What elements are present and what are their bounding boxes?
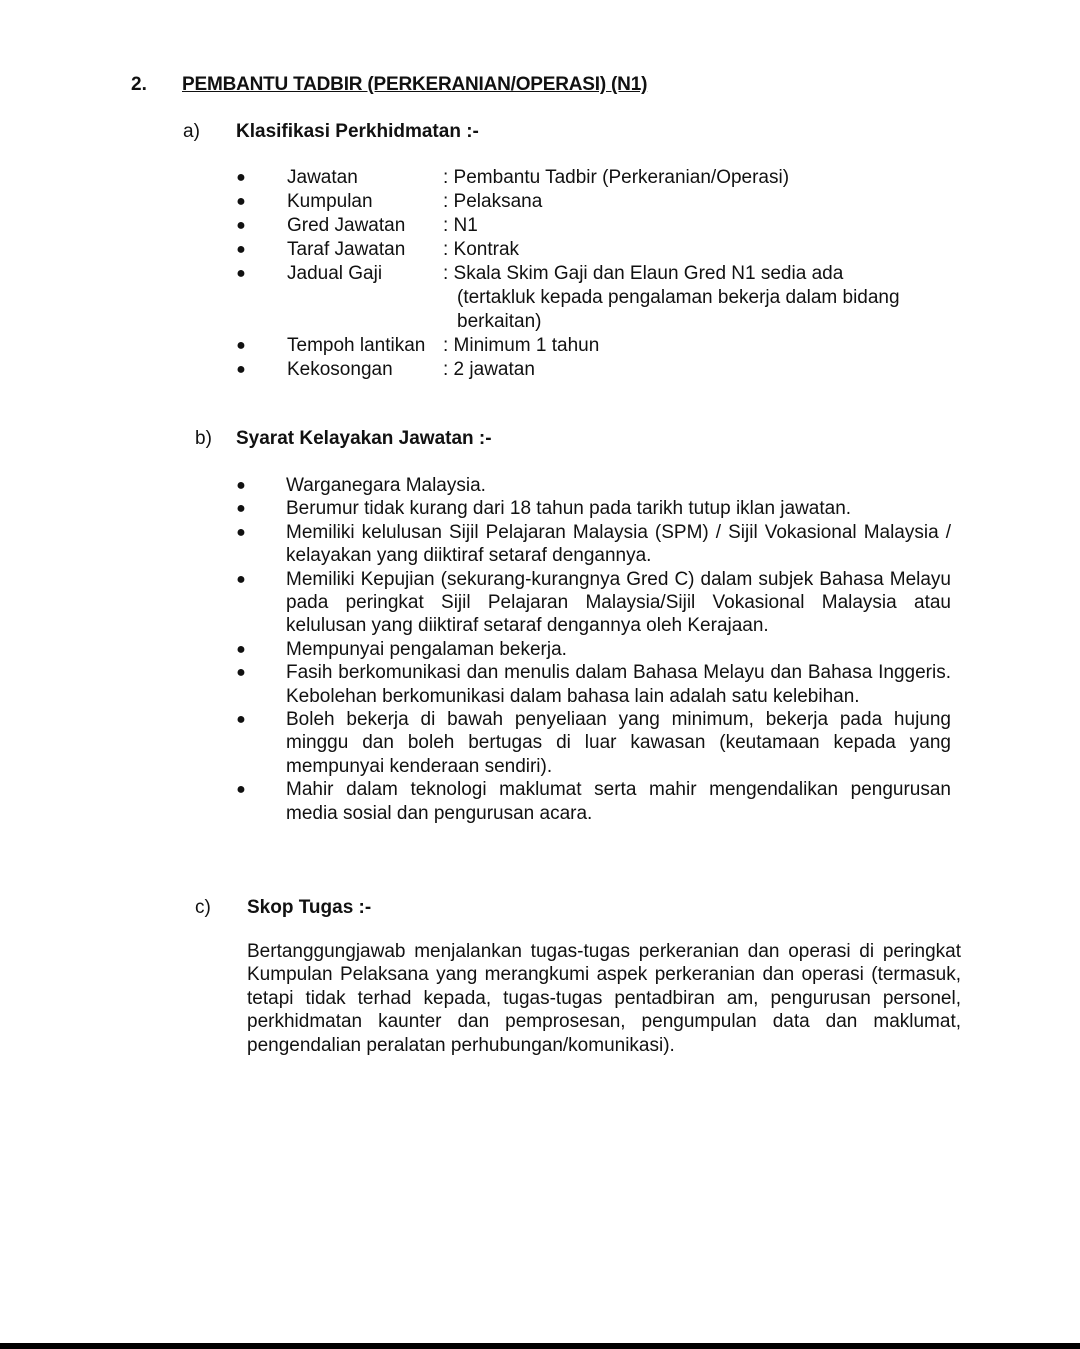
klasifikasi-value: : 2 jawatan <box>443 359 535 380</box>
subsection-heading-skop: Skop Tugas :- <box>247 897 372 918</box>
klasifikasi-row <box>236 238 956 262</box>
bullet-icon: ● <box>236 664 246 682</box>
klasifikasi-value: : Minimum 1 tahun <box>443 335 600 356</box>
klasifikasi-continuation <box>236 310 956 334</box>
syarat-item-text: Mempunyai pengalaman bekerja. <box>286 638 567 660</box>
klasifikasi-value: : Pelaksana <box>443 191 543 212</box>
klasifikasi-key: Gred Jawatan <box>287 215 406 236</box>
syarat-item-text: Boleh bekerja di bawah penyeliaan yang minimum, bekerja pada hujung minggu dan boleh bertugas di luar kawasan (keutamaan kepada yang mempunyai kenderaan sendiri). <box>286 709 951 777</box>
syarat-item-text: Warganegara Malaysia. <box>286 475 486 496</box>
klasifikasi-key: Taraf Jawatan <box>287 239 406 260</box>
klasifikasi-value: : Pembantu Tadbir (Perkeranian/Operasi) <box>443 167 790 188</box>
klasifikasi-value: : Skala Skim Gaji dan Elaun Gred N1 sedia ada <box>443 263 844 284</box>
bullet-icon: ● <box>236 500 246 518</box>
syarat-item <box>236 708 951 778</box>
bullet-icon: ● <box>236 570 246 588</box>
klasifikasi-row <box>236 214 956 238</box>
skop-body: Bertanggungjawab menjalankan tugas-tugas perkeranian dan operasi di peringkat Kumpulan Pelaksana yang merangkumi aspek perkeranian dan operasi (termasuk, tetapi tidak terhad kepada, tugas-tugas pentadbiran am, pengurusan personel, perkhidmatan kaunter dan pemprosesan, pengumpulan data dan maklumat, pengendalian peralatan perhubungan/komunikasi). <box>247 941 961 1056</box>
syarat-item <box>236 521 951 568</box>
syarat-item <box>236 638 951 661</box>
klasifikasi-row <box>236 262 956 286</box>
syarat-item <box>236 661 951 708</box>
syarat-item-text: Berumur tidak kurang dari 18 tahun pada tarikh tutup iklan jawatan. <box>286 498 852 520</box>
syarat-list <box>236 474 951 825</box>
klasifikasi-row <box>236 166 956 190</box>
klasifikasi-row <box>236 190 956 214</box>
subsection-heading-klasifikasi: Klasifikasi Perkhidmatan :- <box>236 121 479 142</box>
klasifikasi-value: : Kontrak <box>443 239 520 260</box>
bullet-icon: ● <box>236 265 246 282</box>
klasifikasi-key: Kumpulan <box>287 191 373 212</box>
bullet-icon: ● <box>236 193 246 210</box>
syarat-item-text: Memiliki Kepujian (sekurang-kurangnya Gred C) dalam subjek Bahasa Melayu pada peringkat Sijil Pelajaran Malaysia/Sijil Vokasional Malaysia atau kelulusan yang diiktiraf setaraf dengannya oleh Kerajaan. <box>286 568 951 637</box>
subsection-letter-b: b) <box>195 428 212 449</box>
subsection-letter-c: c) <box>195 897 211 918</box>
klasifikasi-key: Tempoh lantikan <box>287 335 426 356</box>
syarat-item-text: Mahir dalam teknologi maklumat serta mahir mengendalikan pengurusan media sosial dan pengurusan acara. <box>286 779 951 824</box>
bullet-icon: ● <box>236 217 246 234</box>
bullet-icon: ● <box>236 169 246 186</box>
klasifikasi-list <box>236 166 956 382</box>
klasifikasi-row <box>236 334 956 358</box>
bullet-icon: ● <box>236 781 246 799</box>
klasifikasi-row <box>236 358 956 382</box>
bullet-icon: ● <box>236 523 246 541</box>
subsection-heading-syarat: Syarat Kelayakan Jawatan :- <box>236 428 492 449</box>
bullet-icon: ● <box>236 711 246 729</box>
bullet-icon: ● <box>236 477 246 494</box>
syarat-item <box>236 474 951 497</box>
syarat-item <box>236 568 951 638</box>
klasifikasi-continuation <box>236 286 956 310</box>
section-number: 2. <box>131 74 147 95</box>
page-bottom-border <box>0 1343 1080 1349</box>
klasifikasi-key: Jawatan <box>287 167 358 188</box>
syarat-item <box>236 778 951 825</box>
klasifikasi-key: Kekosongan <box>287 359 393 380</box>
klasifikasi-key: Jadual Gaji <box>287 263 383 284</box>
section-title: PEMBANTU TADBIR (PERKERANIAN/OPERASI) (N1) <box>182 74 648 95</box>
klasifikasi-value: : N1 <box>443 215 478 236</box>
subsection-letter-a: a) <box>183 121 200 142</box>
syarat-item <box>236 497 951 520</box>
bullet-icon: ● <box>236 361 246 378</box>
bullet-icon: ● <box>236 640 246 658</box>
klasifikasi-value-continuation: berkaitan) <box>457 311 542 332</box>
syarat-item-text: Memiliki kelulusan Sijil Pelajaran Malaysia (SPM) / Sijil Vokasional Malaysia / kelayakan yang diiktiraf setaraf dengannya. <box>286 521 951 567</box>
klasifikasi-value-continuation: (tertakluk kepada pengalaman bekerja dalam bidang <box>457 287 900 308</box>
syarat-item-text: Fasih berkomunikasi dan menulis dalam Bahasa Melayu dan Bahasa Inggeris. Kebolehan berkomunikasi dalam bahasa lain adalah satu kelebihan. <box>286 662 951 707</box>
bullet-icon: ● <box>236 337 246 354</box>
bullet-icon: ● <box>236 241 246 258</box>
